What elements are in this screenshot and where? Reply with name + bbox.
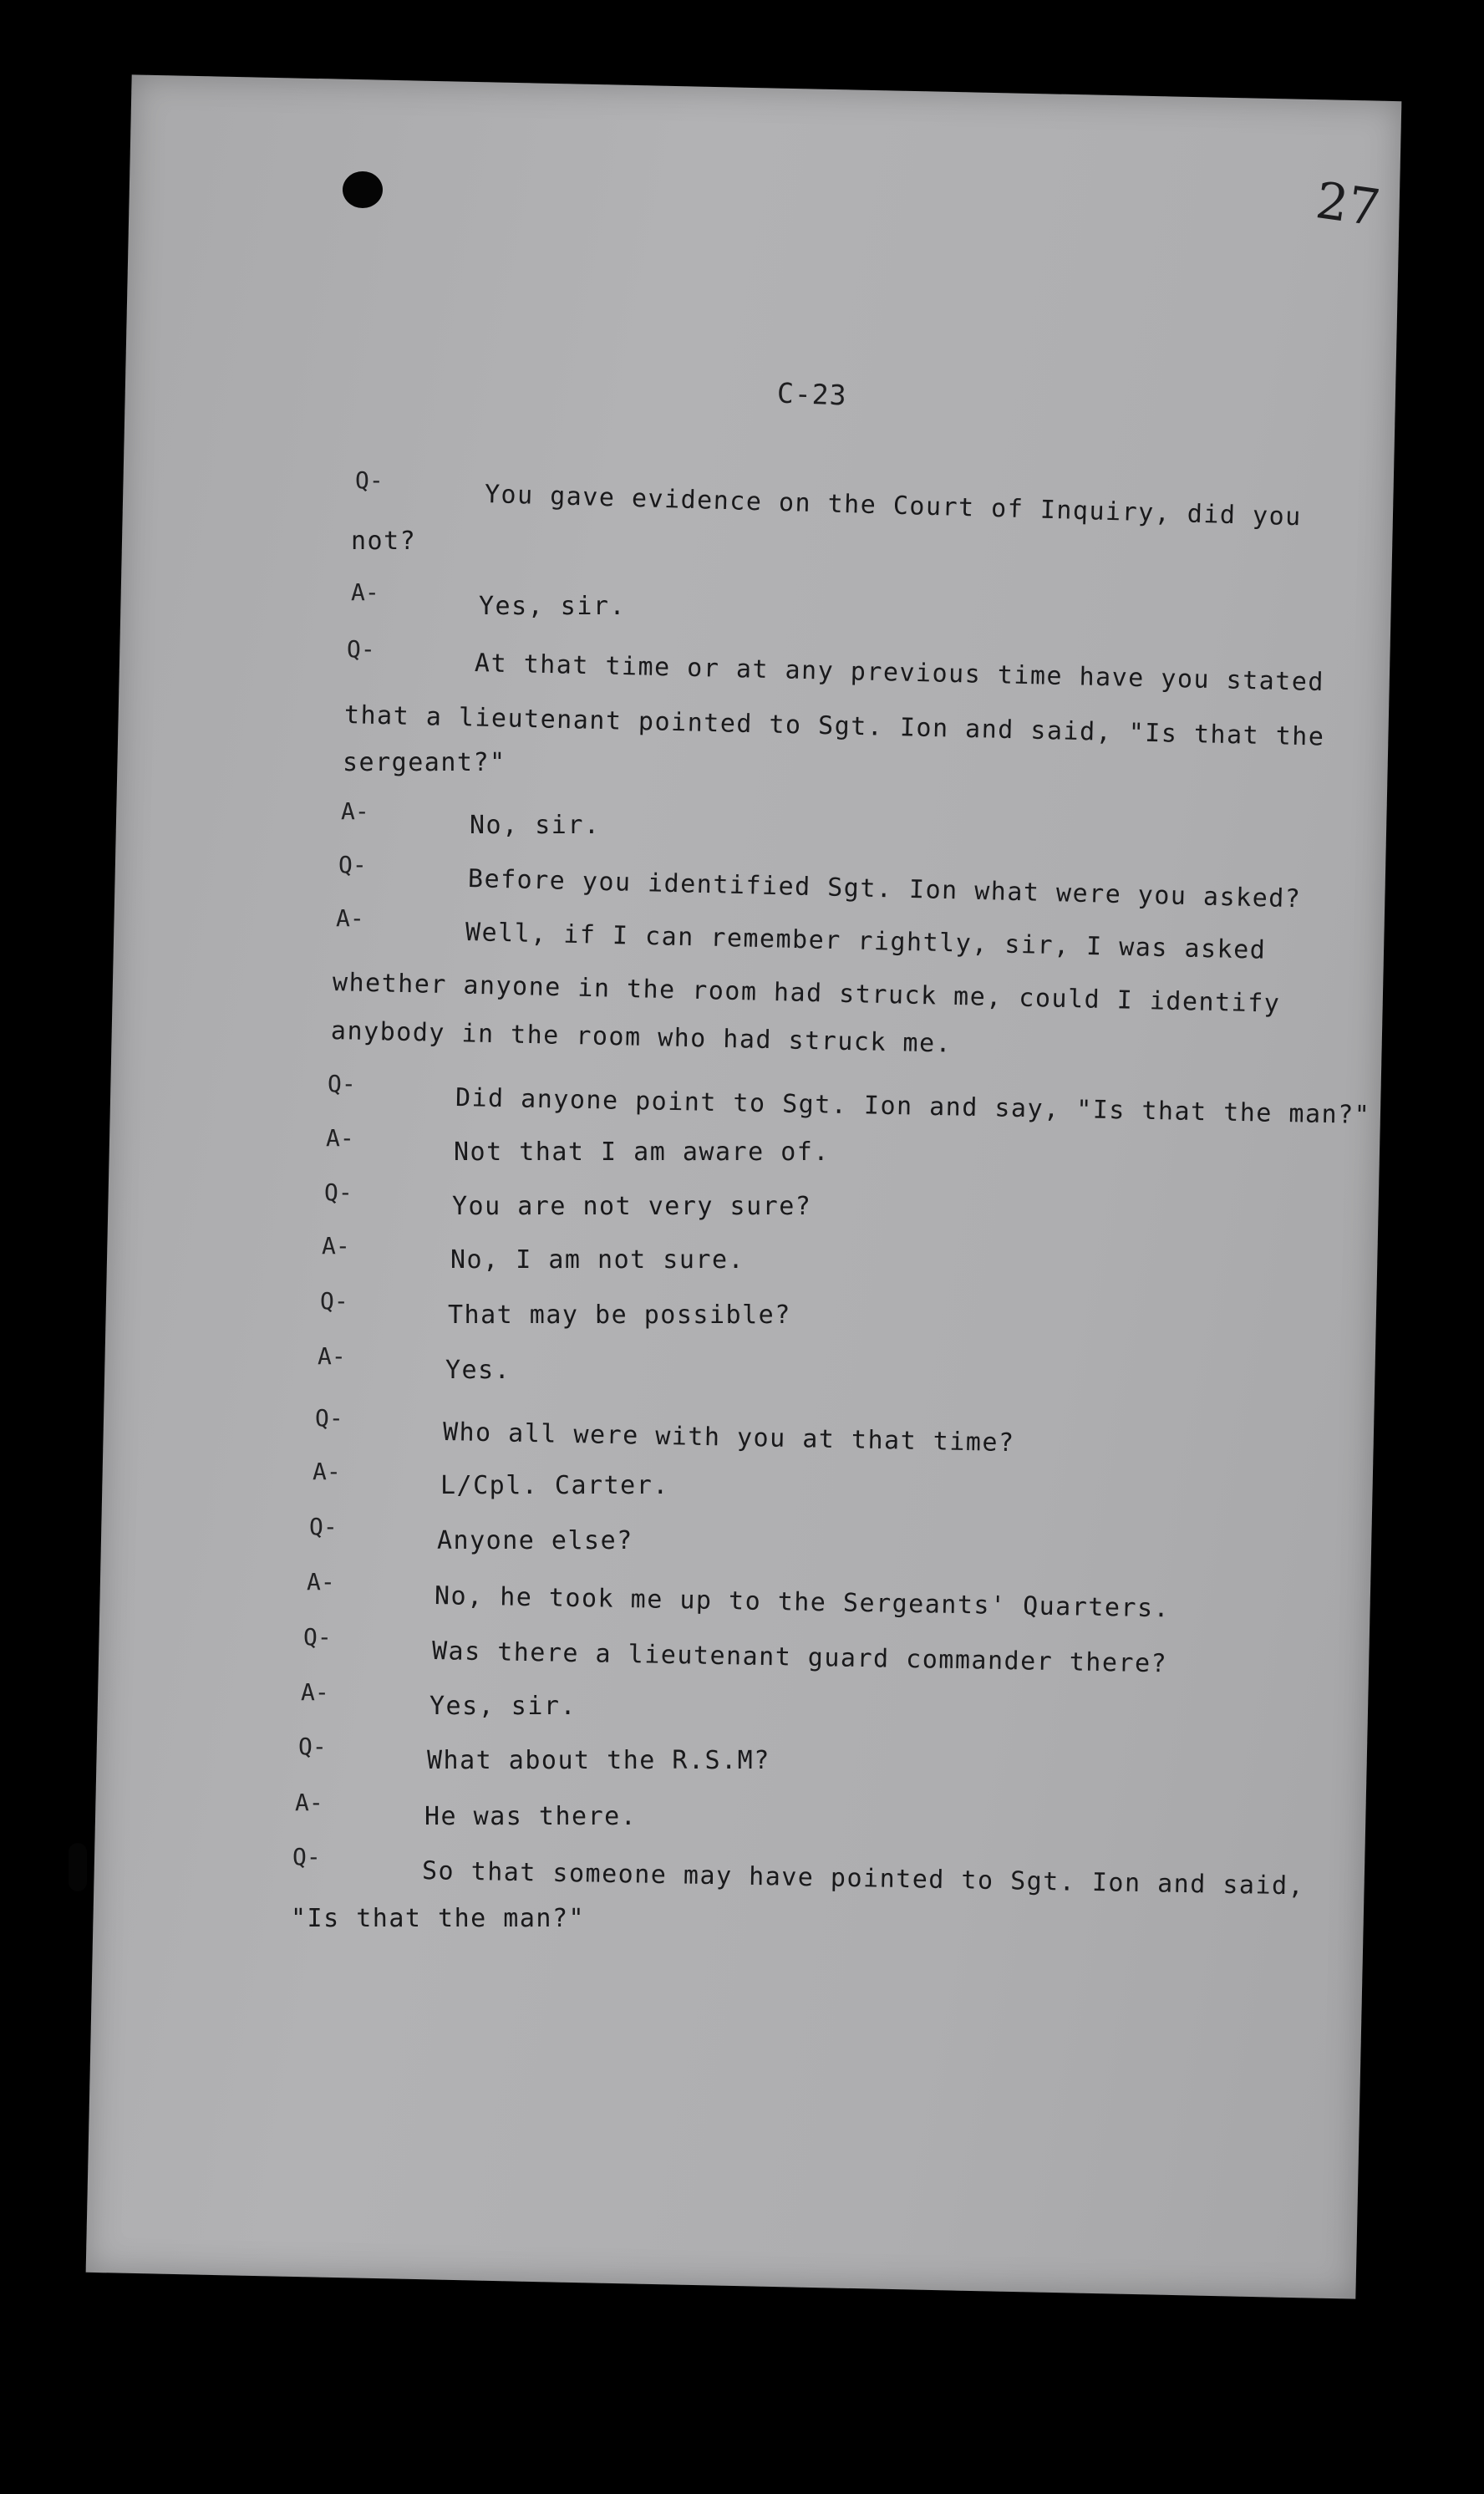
transcript-line: He was there. bbox=[424, 1802, 638, 1831]
speaker-label: A- bbox=[336, 904, 364, 932]
transcript-line: that a lieutenant pointed to Sgt. Ion and said, "Is that the bbox=[343, 700, 1325, 752]
speaker-label: Q- bbox=[292, 1843, 321, 1870]
transcript-line: You gave evidence on the Court of Inquiry, did you bbox=[484, 480, 1303, 532]
speaker-label: Q- bbox=[303, 1623, 332, 1651]
speaker-label: Q- bbox=[309, 1513, 338, 1540]
speaker-label: A- bbox=[307, 1568, 335, 1596]
punch-hole bbox=[343, 171, 383, 208]
transcript-line: "Is that the man?" bbox=[291, 1904, 586, 1933]
transcript-line: Did anyone point to Sgt. Ion and say, "Is that the man?" bbox=[455, 1083, 1371, 1131]
speaker-label: A- bbox=[318, 1342, 346, 1370]
speaker-label: Q- bbox=[328, 1070, 356, 1097]
transcript-line: not? bbox=[351, 527, 417, 556]
transcript-line: Yes, sir. bbox=[429, 1692, 577, 1721]
transcript-line: L/Cpl. Carter. bbox=[440, 1471, 669, 1500]
transcript-line: Not that I am aware of. bbox=[454, 1138, 830, 1167]
transcript-line: Yes, sir. bbox=[479, 592, 627, 621]
transcript-line: No, sir. bbox=[470, 811, 601, 840]
transcript-line: That may be possible? bbox=[448, 1300, 791, 1330]
speaker-label: Q- bbox=[315, 1404, 343, 1432]
speaker-label: A- bbox=[313, 1458, 341, 1485]
speaker-label: A- bbox=[326, 1124, 354, 1152]
transcript-line: What about the R.S.M? bbox=[427, 1746, 770, 1775]
transcript-line: At that time or at any previous time have you stated bbox=[474, 649, 1325, 698]
speaker-label: A- bbox=[351, 578, 379, 606]
speaker-label: Q- bbox=[355, 466, 384, 494]
transcript-line: sergeant?" bbox=[343, 748, 506, 777]
page-number: C-23 bbox=[776, 376, 848, 412]
speaker-label: Q- bbox=[298, 1733, 327, 1760]
speaker-label: A- bbox=[301, 1678, 329, 1706]
transcript-line: No, I am not sure. bbox=[450, 1245, 745, 1275]
speaker-label: A- bbox=[341, 797, 369, 825]
speaker-label: A- bbox=[322, 1232, 350, 1260]
speaker-label: Q- bbox=[320, 1287, 348, 1315]
transcript-line: You are not very sure? bbox=[452, 1192, 812, 1221]
transcript-line: Yes. bbox=[445, 1356, 511, 1385]
binding-notch bbox=[69, 1843, 87, 1891]
speaker-label: Q- bbox=[347, 635, 375, 663]
handwritten-page-mark: 27 bbox=[1312, 171, 1384, 238]
transcript-line: Anyone else? bbox=[437, 1526, 633, 1555]
transcript-line: Well, if I can remember rightly, sir, I was asked bbox=[465, 918, 1267, 965]
speaker-label: Q- bbox=[338, 851, 367, 878]
speaker-label: A- bbox=[295, 1789, 323, 1816]
document-page bbox=[86, 74, 1402, 2298]
transcript-line: No, he took me up to the Sergeants' Quarters. bbox=[434, 1581, 1171, 1624]
transcript-line: Was there a lieutenant guard commander there? bbox=[431, 1636, 1168, 1679]
transcript-line: So that someone may have pointed to Sgt. Ion and said, bbox=[421, 1856, 1305, 1901]
transcript-line: Before you identified Sgt. Ion what were you asked? bbox=[467, 864, 1302, 914]
transcript-line: anybody in the room who had struck me. bbox=[330, 1016, 953, 1059]
speaker-label: Q- bbox=[324, 1178, 353, 1206]
transcript-line: whether anyone in the room had struck me, could I identify bbox=[332, 968, 1281, 1019]
transcript-line: Who all were with you at that time? bbox=[442, 1418, 1015, 1458]
